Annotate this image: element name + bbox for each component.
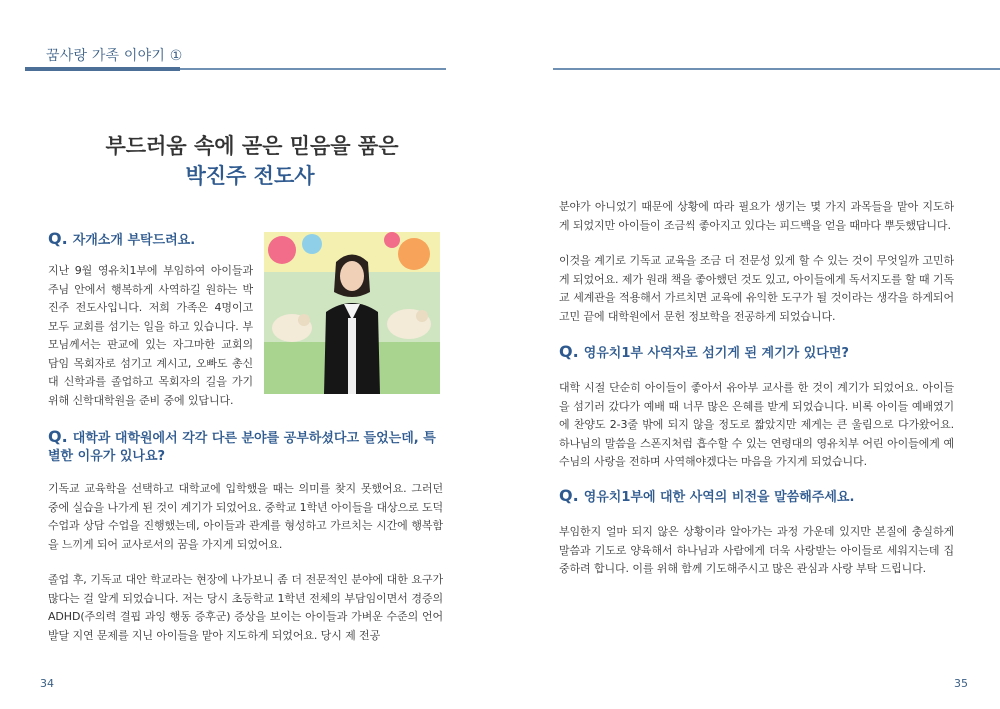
- answer-1: 지난 9월 영유치1부에 부임하여 아이들과 주님 안에서 행복하게 사역하길 원하는 박진주 전도사입니다. 저희 가족은 4명이고 모두 교회를 섬기는 일을 하고 있습니다. 부모님께서는 판교에 있는 자그마한 교회의 담임 목회자로 섬기고 계시고, 오빠도 총신대 신학과를 졸업하고 목회자의 길을 가기 위해 신학대학원을 준비 중에 있답니다.: [48, 264, 253, 407]
- answer-4: 부임한지 얼마 되지 않은 상황이라 알아가는 과정 가운데 있지만 본질에 충실하게 말씀과 기도로 양육해서 하나님과 사람에게 더욱 사랑받는 아이들로 세워지는데 집중하려 합니다. 이를 위해 함께 기도해주시고 많은 관심과 사랑 부탁 드립니다.: [559, 525, 954, 575]
- q-mark: Q.: [48, 427, 68, 446]
- answer-3: 대학 시절 단순히 아이들이 좋아서 유아부 교사를 한 것이 계기가 되었어요. 아이들을 섬기러 갔다가 예배 때 너무 많은 은혜를 받게 되었습니다. 비록 아이들 예배였기에 찬양도 2-3줄 밖에 되지 않을 정도로 짧았지만 제게는 큰 울림으로 다가왔어요. 하나님의 말씀을 스폰지처럼 흡수할 수 있는 연령대의 영유치부 어린 아이들에게 예수님의 사랑을 전하며 사역해야겠다는 마음을 가지게 되었습니다.: [559, 381, 954, 468]
- article-title: 부드러움 속에 곧은 믿음을 품은: [105, 134, 399, 158]
- question-1-text: 자개소개 부탁드려요.: [72, 233, 196, 248]
- page-number: 35: [954, 677, 968, 690]
- question-4-text: 영유치1부에 대한 사역의 비전을 말씀해주세요.: [583, 490, 855, 505]
- q-mark: Q.: [559, 486, 579, 505]
- question-4: [559, 487, 954, 507]
- q-mark: Q.: [559, 342, 579, 361]
- answer-2-continued: 졸업 후, 기독교 대안 학교라는 현장에 나가보니 좀 더 전문적인 분야에 대한 요구가 많다는 걸 알게 되었습니다. 저는 당시 초등학교 1학년 전체의 부담임이면서 경증의 ADHD(주의력 결핍 과잉 행동 증후군) 증상을 보이는 아이들과 가벼운 수준의 언어 발달 지연 문제를 지닌 아이들을 맡아 지도하게 되었어요. 당시 제 전공: [48, 573, 443, 642]
- question-2-text: 대학과 대학원에서 각각 다른 분야를 공부하셨다고 들었는데, 특별한 이유가 있나요?: [48, 431, 436, 464]
- portrait-photo: [264, 232, 440, 394]
- answer-2-end: 분야가 아니었기 때문에 상황에 따라 필요가 생기는 몇 가지 과목들을 맡아 지도하게 되었지만 아이들이 조금씩 좋아지고 있다는 피드백을 얻을 때마다 뿌듯했답니다.: [559, 200, 954, 232]
- page-number: 34: [40, 677, 54, 690]
- header-rule: [553, 68, 1000, 70]
- right-page: [500, 0, 1000, 709]
- q-mark: Q.: [48, 229, 68, 248]
- question-3-text: 영유치1부 사역자로 섬기게 된 계기가 있다면?: [583, 346, 849, 361]
- question-2: [48, 428, 443, 466]
- answer-2-part-3: 이것을 계기로 기독교 교육을 조금 더 전문성 있게 할 수 있는 것이 무엇일까 고민하게 되었어요. 제가 원래 책을 좋아했던 것도 있고, 아이들에게 독서지도를 할 때 기독교 세계관을 적용해서 가르치면 교육에 유익한 도구가 될 것이라는 생각을 하게되어 고민 끝에 대학원에서 문헌 정보학을 전공하게 되었습니다.: [559, 254, 954, 323]
- question-1: [48, 230, 258, 250]
- section-header: 꿈사랑 가족 이야기 ①: [46, 48, 183, 64]
- question-3: [559, 343, 954, 363]
- header-rule: [25, 68, 446, 70]
- answer-2: 기독교 교육학을 선택하고 대학교에 입학했을 때는 의미를 찾지 못했어요. 그러던 중에 실습을 나가게 된 것이 계기가 되었어요. 중학교 1학년 아이들을 대상으로 도덕 수업과 상담 수업을 진행했는데, 아이들과 관계를 형성하고 가르치는 시간에 행복함을 느끼게 되어 교사로서의 꿈을 가지게 되었어요.: [48, 482, 444, 551]
- article-subtitle: 박진주 전도사: [185, 164, 315, 188]
